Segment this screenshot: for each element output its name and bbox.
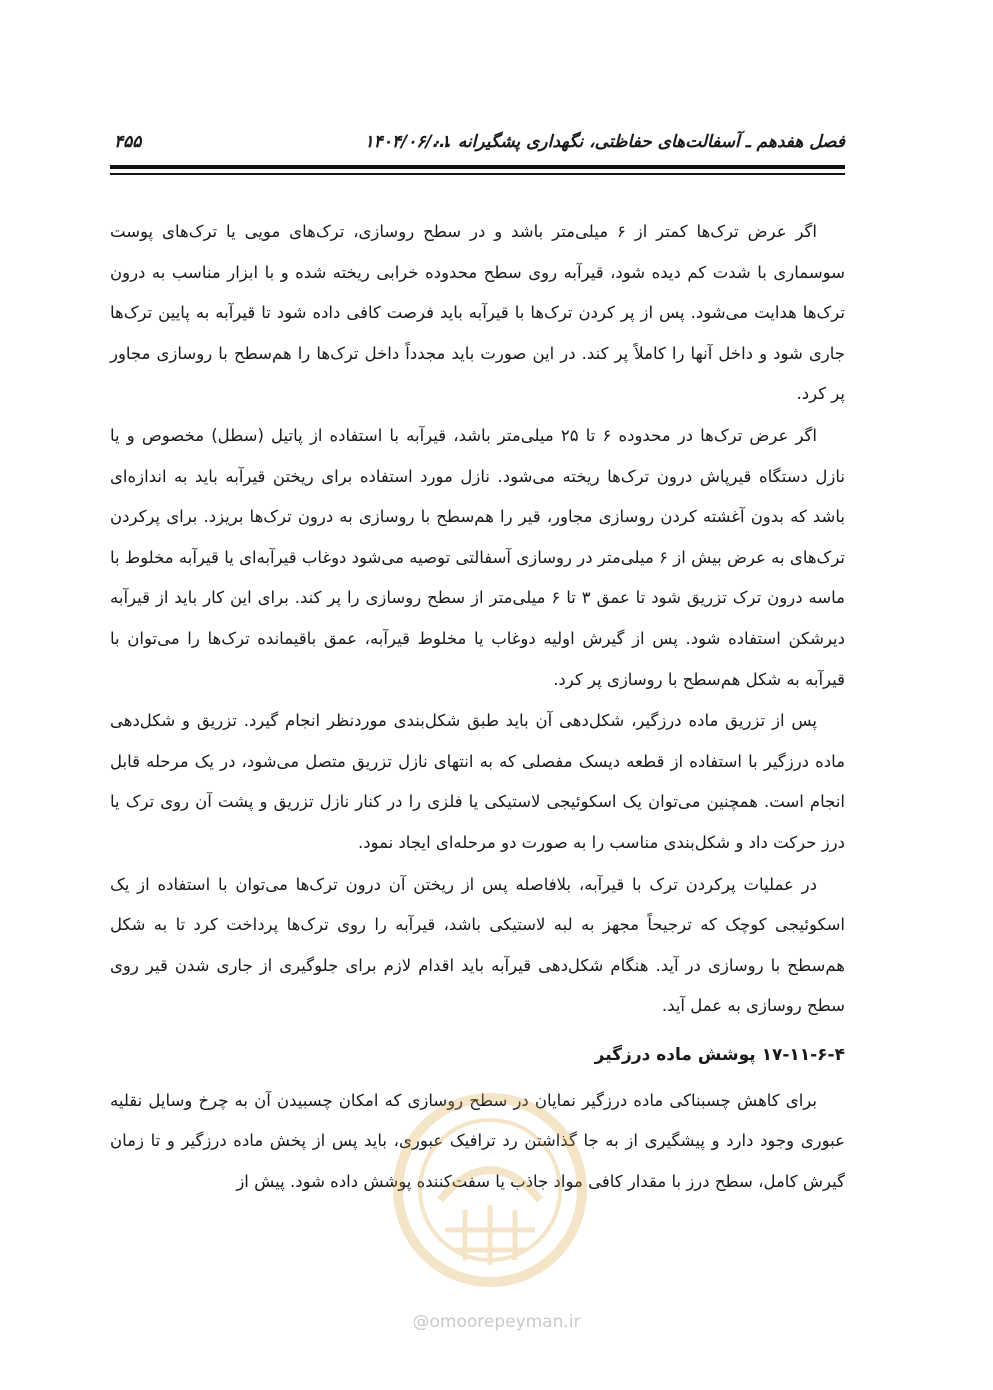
paragraph-2: اگر عرض ترک‌ها در محدوده ۶ تا ۲۵ میلی‌متر باشد، قیرآبه با استفاده از پاتیل (سطل) مخصوص و یا نازل دستگاه قیرپاش درون ترک‌ها ریخته می‌شود. نازل مورد استفاده برای ریختن قیرآبه باید به اندازه‌ای باشد که بدون آغشته کردن روسازی مجاور، قیر را هم‌سطح با روسازی به درون ترک‌ها بریزد. برای پرکردن ترک‌های به عرض بیش از ۶ میلی‌متر در روسازی آسفالتی توصیه می‌شود دوغاب قیرآبه‌ای یا قیرآبه مخلوط با ماسه درون ترک تزریق شود تا عمق ۳ تا ۶ میلی‌متر از سطح روسازی را پر کند. برای این کار باید از قیرآبه دیرشکن استفاده شود. پس از گیرش اولیه دوغاب یا مخلوط قیرآبه، عمق باقیمانده ترک‌ها را می‌توان با قیرآبه به شکل هم‌سطح با روسازی پر کرد.: [110, 425, 846, 689]
section-heading: ۱۷-۱۱-۶-۴ پوشش ماده درزگیر: [594, 1044, 845, 1065]
page-body: [110, 212, 845, 1204]
section-paragraph: برای کاهش چسبناکی ماده درزگیر نمایان در سطح روسازی که امکان چسبیدن آن به چرخ وسایل نقلیه عبوری وجود دارد و پیشگیری از به جا گذاشتن رد ترافیک عبوری، باید پس از پخش ماده درزگیر و تا زمان گیرش کامل، سطح درز با مقدار کافی مواد جاذب یا سفت‌کننده پوشش داده شود. پیش از: [110, 1090, 845, 1192]
watermark-url: @omoorepeyman.ir: [412, 1312, 581, 1332]
paragraph-4: در عملیات پرکردن ترک با قیرآبه، بلافاصله پس از ریختن آن درون ترک‌ها می‌توان با استفاده از یک اسکوئیجی کوچک که ترجیحاً مجهز به لبه لاستیکی باشد، قیرآبه را روی ترک‌ها پرداخت کرد تا به شکل هم‌سطح با روسازی در آید. هنگام شکل‌دهی قیرآبه باید اقدام لازم برای جلوگیری از جاری شدن قیر روی سطح روسازی به عمل آید.: [110, 874, 845, 1016]
header-date: ۱۴۰۴/۰۶/۰۱: [364, 132, 450, 152]
page-number: ۴۵۵: [114, 132, 142, 152]
paragraph-3: پس از تزریق ماده درزگیر، شکل‌دهی آن باید طبق شکل‌بندی موردنظر انجام گیرد. تزریق و شکل‌دهی ماده درزگیر با استفاده از قطعه دیسک مفصلی که به انتهای نازل تزریق متصل می‌شود، در یک مرحله قابل انجام است. همچنین می‌توان یک اسکوئیجی لاستیکی یا فلزی را در کنار نازل تزریق و پشت آن روی ترک یا درز حرکت داد و شکل‌بندی مناسب را به صورت دو مرحله‌ای ایجاد نمود.: [110, 711, 845, 852]
header-rule-thin: [110, 173, 845, 175]
chapter-title: فصل هفدهم ـ آسفالت‌های حفاظتی، نگهداری پشگیرانه ...: [432, 132, 845, 152]
page-header: [110, 128, 845, 162]
header-rule-thick: [110, 165, 845, 169]
paragraph-1: اگر عرض ترک‌ها کمتر از ۶ میلی‌متر باشد و در سطح روسازی، ترک‌های مویی یا ترک‌های پوست سوسماری با شدت کم دیده شود، قیرآبه روی سطح محدوده خرابی ریخته شده و با ابزار مناسب به درون ترک‌ها هدایت می‌شود. پس از پر کردن ترک‌ها با قیرآبه باید فرصت کافی داده شود تا قیرآبه به پایین ترک‌ها جاری شود و داخل آنها را کاملاً پر کند. در این صورت باید مجدداً داخل ترک‌ها را هم‌سطح با روسازی مجاور پر کرد.: [110, 222, 845, 404]
